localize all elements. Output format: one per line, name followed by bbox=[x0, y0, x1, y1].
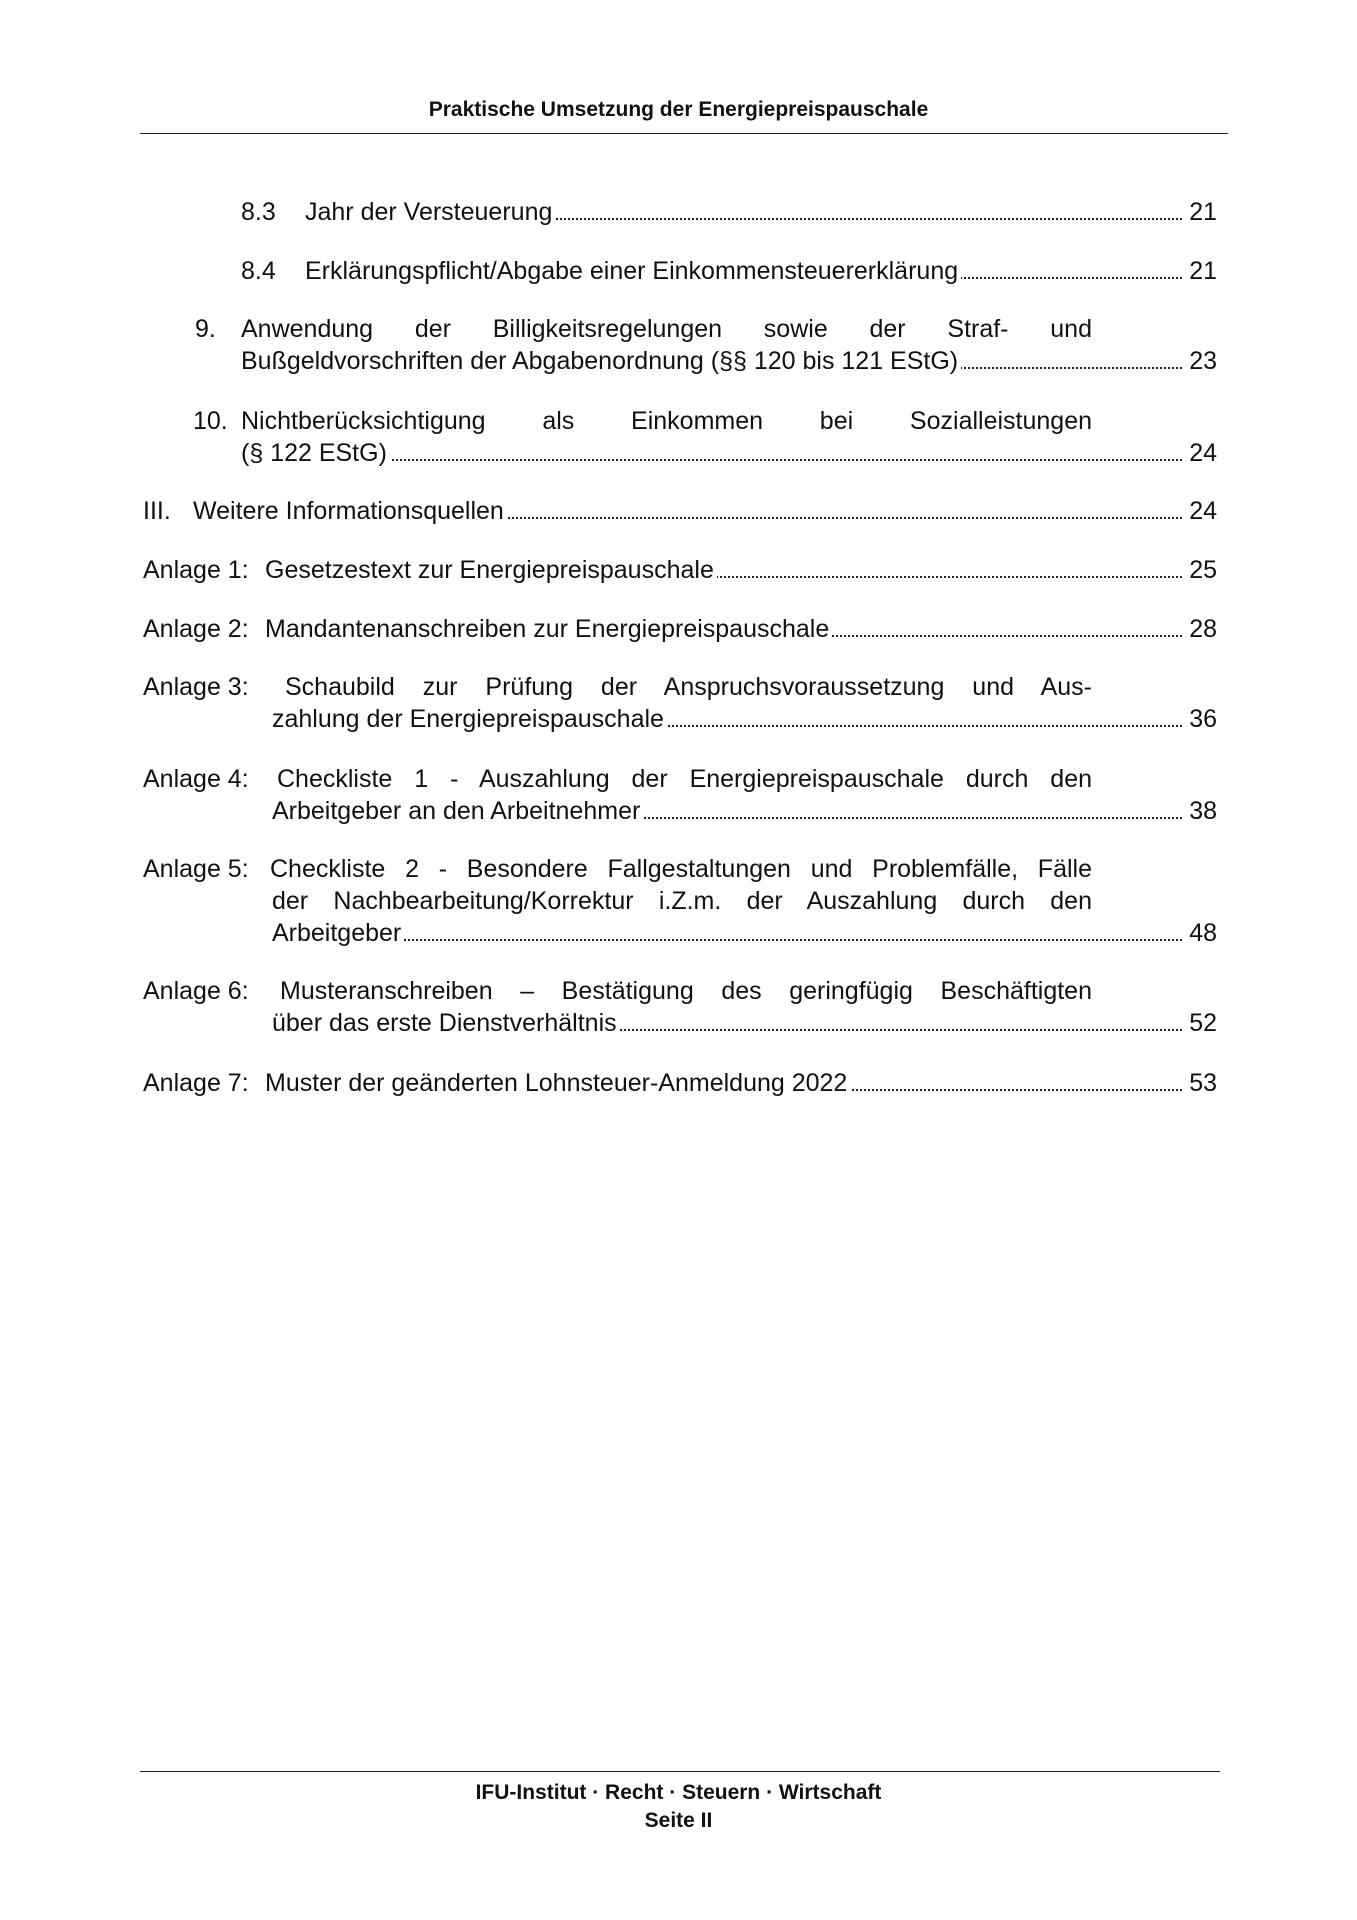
toc-entry-title-line: Arbeitgeber bbox=[272, 919, 404, 947]
header-rule bbox=[140, 133, 1228, 134]
toc-entry-title-line: Nichtberücksichtigung als Einkommen bei Sozialleistungen bbox=[241, 407, 1092, 435]
toc-entry bbox=[0, 554, 1357, 586]
toc-entry-title-line: (§ 122 EStG) bbox=[241, 439, 390, 467]
toc-entry-number: Anlage 5: bbox=[143, 855, 249, 883]
toc-entry-dotted-leader bbox=[265, 554, 1182, 586]
toc-entry-title-line: Muster der geänderten Lohnsteuer-Anmeldung 2022 bbox=[265, 1069, 850, 1097]
toc-entry bbox=[0, 313, 1357, 377]
toc-entry-title-line: Gesetzestext zur Energiepreispauschale bbox=[265, 556, 717, 584]
toc-entry-page: 48 bbox=[1186, 917, 1217, 949]
toc-entry-title-line: Erklärungspflicht/Abgabe einer Einkommensteuererklärung bbox=[305, 257, 961, 285]
toc-entry-page: 36 bbox=[1186, 703, 1217, 735]
toc-entry bbox=[0, 671, 1357, 735]
toc-entry-title-line: Checkliste 2 - Besondere Fallgestaltungen und Problemfälle, Fälle bbox=[270, 855, 1092, 883]
toc-entry-number: III. bbox=[143, 497, 171, 525]
toc-entry-title-line: zahlung der Energiepreispauschale bbox=[272, 705, 667, 733]
toc-entry-page: 24 bbox=[1186, 495, 1217, 527]
toc-entry-title-line: Jahr der Versteuerung bbox=[305, 198, 555, 226]
toc-entry bbox=[0, 1067, 1357, 1099]
toc-entry-number: Anlage 6: bbox=[143, 977, 249, 1005]
toc-entry-number: Anlage 3: bbox=[143, 673, 249, 701]
toc-entry-dotted-leader bbox=[265, 613, 1182, 645]
toc-entry-dotted-leader bbox=[305, 196, 1182, 228]
toc-entry-page: 25 bbox=[1186, 554, 1217, 586]
toc-entry-number: Anlage 2: bbox=[143, 615, 249, 643]
toc-entry-number: 8.4 bbox=[241, 257, 276, 285]
toc-entry bbox=[0, 405, 1357, 469]
toc-entry-dotted-leader bbox=[193, 495, 1182, 527]
toc-entry-number: Anlage 7: bbox=[143, 1069, 249, 1097]
toc-entry-dotted-leader bbox=[305, 255, 1182, 287]
toc-entry bbox=[0, 613, 1357, 645]
toc-entry bbox=[0, 763, 1357, 827]
footer-rule bbox=[140, 1771, 1220, 1772]
toc-entry bbox=[0, 495, 1357, 527]
toc-entry-title-line: über das erste Dienstverhältnis bbox=[272, 1009, 620, 1037]
toc-entry-dotted-leader bbox=[265, 1067, 1182, 1099]
toc-entry bbox=[0, 196, 1357, 228]
toc-entry-number: Anlage 4: bbox=[143, 765, 249, 793]
toc-entry-title-line: der Nachbearbeitung/Korrektur i.Z.m. der Auszahlung durch den bbox=[272, 887, 1092, 915]
toc-entry-number: 9. bbox=[195, 315, 216, 343]
toc-entry-page: 23 bbox=[1186, 345, 1217, 377]
toc-entry-number: Anlage 1: bbox=[143, 556, 249, 584]
toc-entry-dotted-leader bbox=[272, 917, 1182, 949]
toc-entry-dotted-leader bbox=[272, 795, 1182, 827]
page-header-title: Praktische Umsetzung der Energiepreispauschale bbox=[428, 98, 929, 121]
toc-entry-title-line: Mandantenanschreiben zur Energiepreispauschale bbox=[265, 615, 832, 643]
toc-entry-dotted-leader bbox=[241, 345, 1182, 377]
toc-entry-page: 24 bbox=[1186, 437, 1217, 469]
toc-entry-number: 10. bbox=[193, 407, 228, 435]
toc-entry-title-line: Arbeitgeber an den Arbeitnehmer bbox=[272, 797, 643, 825]
toc-entry-title-line: Schaubild zur Prüfung der Anspruchsvoraussetzung und Aus- bbox=[285, 673, 1092, 701]
toc-entry-page: 28 bbox=[1186, 613, 1217, 645]
toc-entry-dotted-leader bbox=[272, 1007, 1182, 1039]
toc-entry-page: 53 bbox=[1186, 1067, 1217, 1099]
toc-entry-title-line: Musteranschreiben – Bestätigung des geringfügig Beschäftigten bbox=[280, 977, 1092, 1005]
toc-entry-page: 21 bbox=[1186, 255, 1217, 287]
toc-entry bbox=[0, 975, 1357, 1039]
footer-page-number: Seite II bbox=[644, 1809, 713, 1832]
toc-entry bbox=[0, 255, 1357, 287]
toc-entry-number: 8.3 bbox=[241, 198, 276, 226]
toc-entry bbox=[0, 853, 1357, 949]
toc-entry-title-line: Checkliste 1 - Auszahlung der Energiepreispauschale durch den bbox=[277, 765, 1092, 793]
toc-entry-dotted-leader bbox=[272, 703, 1182, 735]
toc-entry-title-line: Bußgeldvorschriften der Abgabenordnung (§§ 120 bis 121 EStG) bbox=[241, 347, 961, 375]
toc-entry-page: 52 bbox=[1186, 1007, 1217, 1039]
toc-entry-page: 38 bbox=[1186, 795, 1217, 827]
toc-entry-title-line: Anwendung der Billigkeitsregelungen sowie der Straf- und bbox=[241, 315, 1092, 343]
toc-entry-dotted-leader bbox=[241, 437, 1182, 469]
footer-institute: IFU-Institut · Recht · Steuern · Wirtschaft bbox=[475, 1781, 882, 1804]
toc-entry-page: 21 bbox=[1186, 196, 1217, 228]
toc-entry-title-line: Weitere Informationsquellen bbox=[193, 497, 507, 525]
